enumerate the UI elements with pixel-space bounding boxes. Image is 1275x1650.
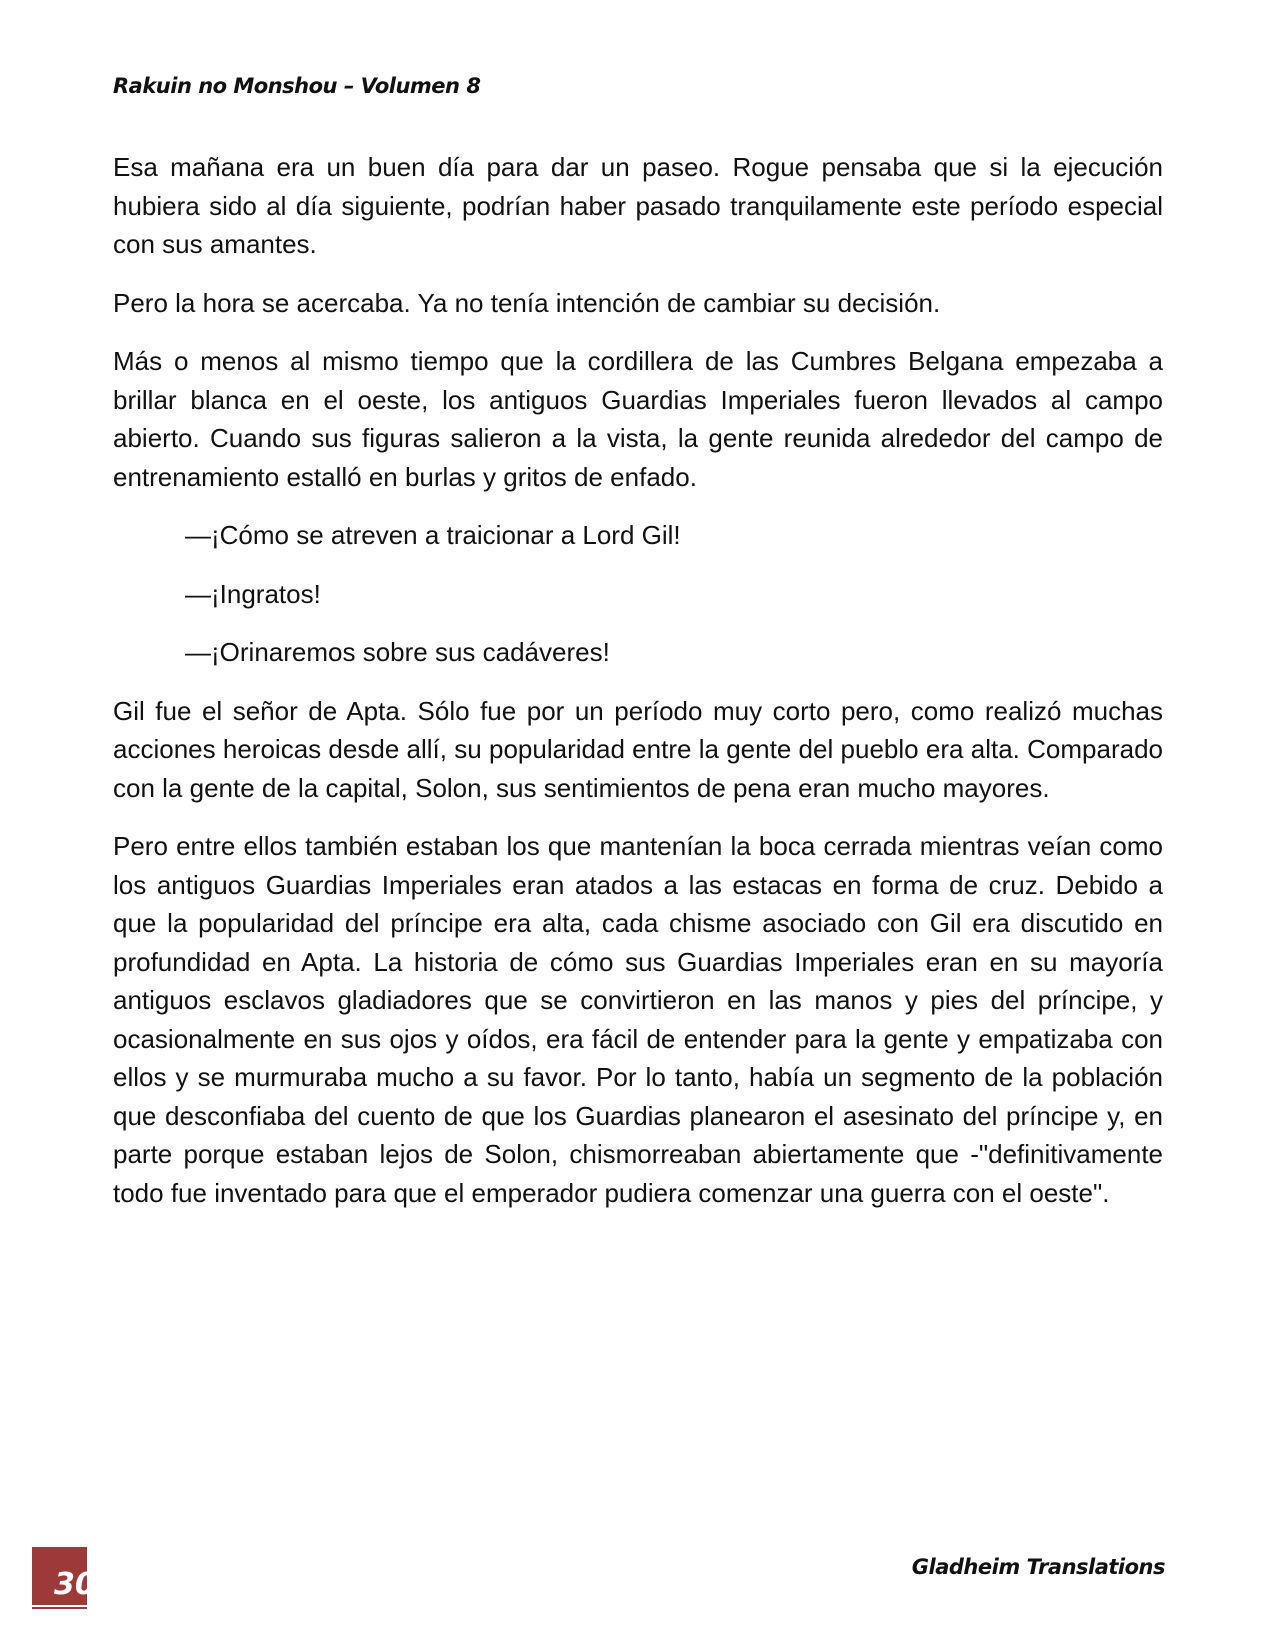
paragraph-2: Pero la hora se acercaba. Ya no tenía intención de cambiar su decisión. <box>113 287 941 318</box>
page-body <box>113 148 1163 1232</box>
paragraph-1: Esa mañana era un buen día para dar un paseo. Rogue pensaba que si la ejecución hubiera sido al día siguiente, podrían haber pasado tranquilamente este período especial con sus amantes. <box>113 152 1163 259</box>
page-number-underline <box>32 1605 87 1607</box>
paragraph-3: Más o menos al mismo tiempo que la cordillera de las Cumbres Belgana empezaba a brillar blanca en el oeste, los antiguos Guardias Imperiales fueron llevados al campo abierto. Cuando sus figuras salieron a la vista, la gente reunida alrededor del campo de entrenamiento estalló en burlas y gritos de enfado. <box>113 346 1163 492</box>
paragraph-4: Gil fue el señor de Apta. Sólo fue por un período muy corto pero, como realizó muchas acciones heroicas desde allí, su popularidad entre la gente del pueblo era alta. Comparado con la gente de la capital, Solon, sus sentimientos de pena eran mucho mayores. <box>113 695 1163 803</box>
dialogue-line-1: —¡Cómo se atreven a traicionar a Lord Gil! <box>185 520 681 550</box>
translation-credit: Gladheim Translations <box>911 1555 1165 1579</box>
page-number-box <box>32 1547 96 1609</box>
dialogue-line-2: —¡Ingratos! <box>185 578 321 609</box>
paragraph-5: Pero entre ellos también estaban los que mantenían la boca cerrada mientras veían como los antiguos Guardias Imperiales eran atados a las estacas en forma de cruz. Debido a que la popularidad del príncipe era alta, cada chisme asociado con Gil era discutido en profundidad en Apta. La historia de cómo sus Guardias Imperiales eran en su mayoría antiguos esclavos gladiadores que se convirtieron en las manos y pies del príncipe, y ocasionalmente en sus ojos y oídos, era fácil de entender para la gente y empatizaba con ellos y se murmuraba mucho a su favor. Por lo tanto, había un segmento de la población que desconfiaba del cuento de que los Guardias planearon el asesinato del príncipe y, en parte porque estaban lejos de Solon, chismorreaban abiertamente que -"definitivamente todo fue inventado para que el emperador pudiera comenzar una guerra con el oeste". <box>113 831 1163 1208</box>
running-header: Rakuin no Monshou – Volumen 8 <box>113 74 481 98</box>
dialogue-line-3: —¡Orinaremos sobre sus cadáveres! <box>185 637 610 667</box>
page-number: 30 <box>54 1567 96 1602</box>
